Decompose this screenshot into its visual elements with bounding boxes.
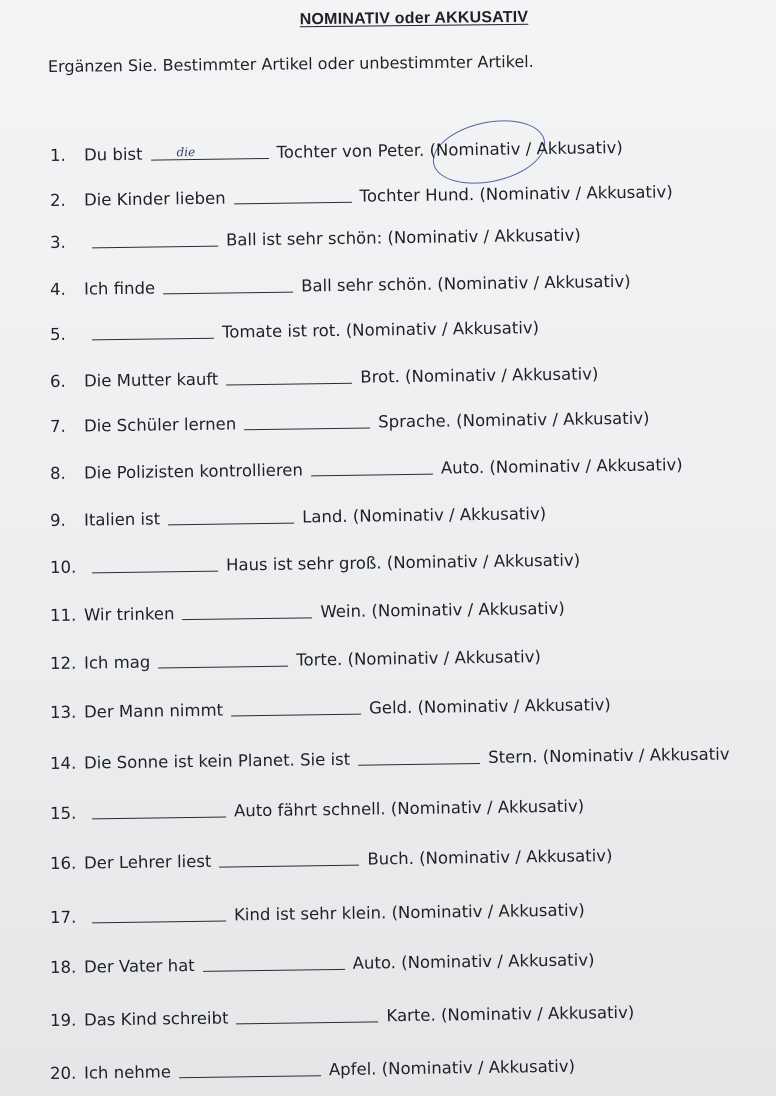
answer-blank[interactable] bbox=[92, 903, 226, 924]
answer-blank[interactable] bbox=[182, 599, 312, 620]
exercise-suffix: Haus ist sehr groß. (Nominativ / Akkusativ) bbox=[225, 550, 581, 575]
exercise-suffix: Sprache. (Nominativ / Akkusativ) bbox=[378, 408, 650, 432]
answer-blank[interactable] bbox=[203, 951, 345, 972]
exercise-item bbox=[50, 223, 581, 252]
exercise-number: 12. bbox=[49, 653, 77, 673]
answer-blank[interactable] bbox=[358, 745, 480, 766]
exercise-prefix: Die Mutter kauft bbox=[83, 369, 219, 391]
exercise-item bbox=[50, 692, 611, 722]
exercise-item bbox=[50, 644, 541, 673]
exercise-suffix: Buch. (Nominativ / Akkusativ) bbox=[367, 846, 613, 869]
exercise-number: 10. bbox=[49, 557, 77, 577]
exercise-suffix: Auto fährt schnell. (Nominativ / Akkusativ) bbox=[233, 796, 585, 821]
exercise-prefix: Wir trinken bbox=[83, 604, 175, 625]
exercise-item bbox=[50, 269, 631, 299]
exercise-suffix: Geld. (Nominativ / Akkusativ) bbox=[368, 695, 611, 718]
answer-blank[interactable] bbox=[92, 553, 218, 574]
exercise-number: 18. bbox=[49, 957, 77, 977]
exercise-number: 7. bbox=[49, 416, 66, 436]
exercise-prefix: Das Kind schreibt bbox=[83, 1008, 229, 1030]
instruction-text: Ergänzen Sie. Bestimmter Artikel oder unbestimmter Artikel. bbox=[47, 51, 534, 76]
exercise-suffix: Kind ist sehr klein. (Nominativ / Akkusativ) bbox=[233, 900, 585, 925]
exercise-item bbox=[50, 406, 650, 436]
answer-blank[interactable] bbox=[163, 274, 293, 295]
exercise-prefix: Der Lehrer liest bbox=[83, 851, 212, 873]
exercise-number: 13. bbox=[49, 702, 77, 722]
exercise-item bbox=[50, 1054, 575, 1083]
exercise-prefix: Ich finde bbox=[83, 278, 156, 299]
exercise-number: 3. bbox=[49, 232, 66, 252]
exercise-number: 2. bbox=[49, 190, 66, 210]
exercise-suffix: Apfel. (Nominativ / Akkusativ) bbox=[328, 1056, 576, 1080]
exercise-number: 5. bbox=[49, 324, 66, 344]
exercise-suffix: Auto. (Nominativ / Akkusativ) bbox=[440, 455, 683, 478]
exercise-item bbox=[50, 501, 546, 530]
exercise-number: 4. bbox=[49, 279, 66, 299]
exercise-number: 14. bbox=[49, 753, 77, 773]
exercise-prefix: Die Schüler lernen bbox=[83, 414, 237, 436]
exercise-suffix: Ball ist sehr schön: (Nominativ / Akkusativ) bbox=[225, 225, 581, 250]
answer-blank[interactable] bbox=[236, 1003, 378, 1024]
exercise-item bbox=[50, 898, 585, 927]
exercise-suffix: Tochter Hund. (Nominativ / Akkusativ) bbox=[359, 182, 673, 206]
exercise-item bbox=[50, 548, 580, 577]
exercise-item bbox=[50, 947, 595, 977]
exercise-item bbox=[50, 361, 599, 391]
answer-blank[interactable] bbox=[92, 228, 218, 249]
answer-blank[interactable] bbox=[92, 320, 214, 341]
exercise-item bbox=[50, 315, 539, 344]
exercise-suffix: Stern. (Nominativ / Akkusativ bbox=[488, 744, 730, 767]
answer-blank[interactable] bbox=[158, 648, 288, 669]
exercise-number: 16. bbox=[49, 853, 77, 873]
exercise-prefix: Ich mag bbox=[83, 652, 151, 673]
exercise-prefix: Italien ist bbox=[83, 509, 161, 530]
exercise-prefix: Die Polizisten kontrollieren bbox=[83, 460, 304, 483]
exercise-number: 6. bbox=[49, 371, 66, 391]
exercise-item bbox=[50, 452, 683, 483]
answer-blank[interactable] bbox=[231, 696, 361, 717]
exercise-number: 9. bbox=[49, 510, 66, 530]
exercise-number: 15. bbox=[49, 803, 77, 823]
exercise-prefix: Der Mann nimmt bbox=[83, 700, 224, 722]
exercise-suffix: Wein. (Nominativ / Akkusativ) bbox=[320, 598, 565, 622]
exercise-item bbox=[50, 596, 565, 625]
exercise-prefix: Du bist bbox=[83, 144, 143, 165]
answer-blank[interactable] bbox=[226, 365, 352, 386]
answer-blank[interactable] bbox=[244, 410, 370, 431]
answer-blank[interactable] bbox=[179, 1057, 321, 1078]
exercise-suffix: Karte. (Nominativ / Akkusativ) bbox=[386, 1002, 635, 1026]
exercise-item bbox=[50, 742, 730, 773]
exercise-number: 17. bbox=[49, 907, 77, 927]
answer-blank[interactable] bbox=[168, 505, 294, 526]
worksheet-title: NOMINATIV oder AKKUSATIV bbox=[299, 8, 529, 29]
answer-blank[interactable] bbox=[219, 847, 359, 868]
exercise-prefix: Der Vater hat bbox=[83, 955, 195, 977]
answer-blank[interactable] bbox=[150, 140, 268, 161]
handwritten-answer: die bbox=[176, 144, 196, 160]
exercise-suffix: Auto. (Nominativ / Akkusativ) bbox=[352, 950, 595, 973]
exercise-prefix: Die Kinder lieben bbox=[83, 188, 226, 210]
exercise-item bbox=[50, 843, 613, 873]
exercise-suffix: Tochter von Peter. (Nominativ / Akkusativ) bbox=[276, 138, 623, 162]
exercise-suffix: Torte. (Nominativ / Akkusativ) bbox=[296, 647, 541, 670]
answer-blank[interactable] bbox=[311, 456, 433, 477]
exercise-item bbox=[50, 794, 584, 823]
exercise-suffix: Tomate ist rot. (Nominativ / Akkusativ) bbox=[221, 318, 540, 342]
exercise-suffix: Land. (Nominativ / Akkusativ) bbox=[301, 504, 547, 527]
answer-blank[interactable] bbox=[233, 184, 351, 205]
exercise-prefix: Die Sonne ist kein Planet. Sie ist bbox=[83, 749, 351, 773]
answer-blank[interactable] bbox=[92, 799, 226, 820]
exercise-number: 8. bbox=[49, 463, 66, 483]
exercise-number: 1. bbox=[49, 145, 66, 165]
exercise-prefix: Ich nehme bbox=[83, 1062, 172, 1083]
exercise-item bbox=[50, 179, 673, 210]
exercise-suffix: Ball sehr schön. (Nominativ / Akkusativ) bbox=[300, 271, 631, 296]
exercise-number: 19. bbox=[49, 1010, 77, 1030]
exercise-number: 11. bbox=[49, 605, 77, 625]
exercise-item bbox=[50, 1000, 635, 1030]
exercise-suffix: Brot. (Nominativ / Akkusativ) bbox=[360, 364, 599, 387]
exercise-number: 20. bbox=[49, 1063, 77, 1083]
